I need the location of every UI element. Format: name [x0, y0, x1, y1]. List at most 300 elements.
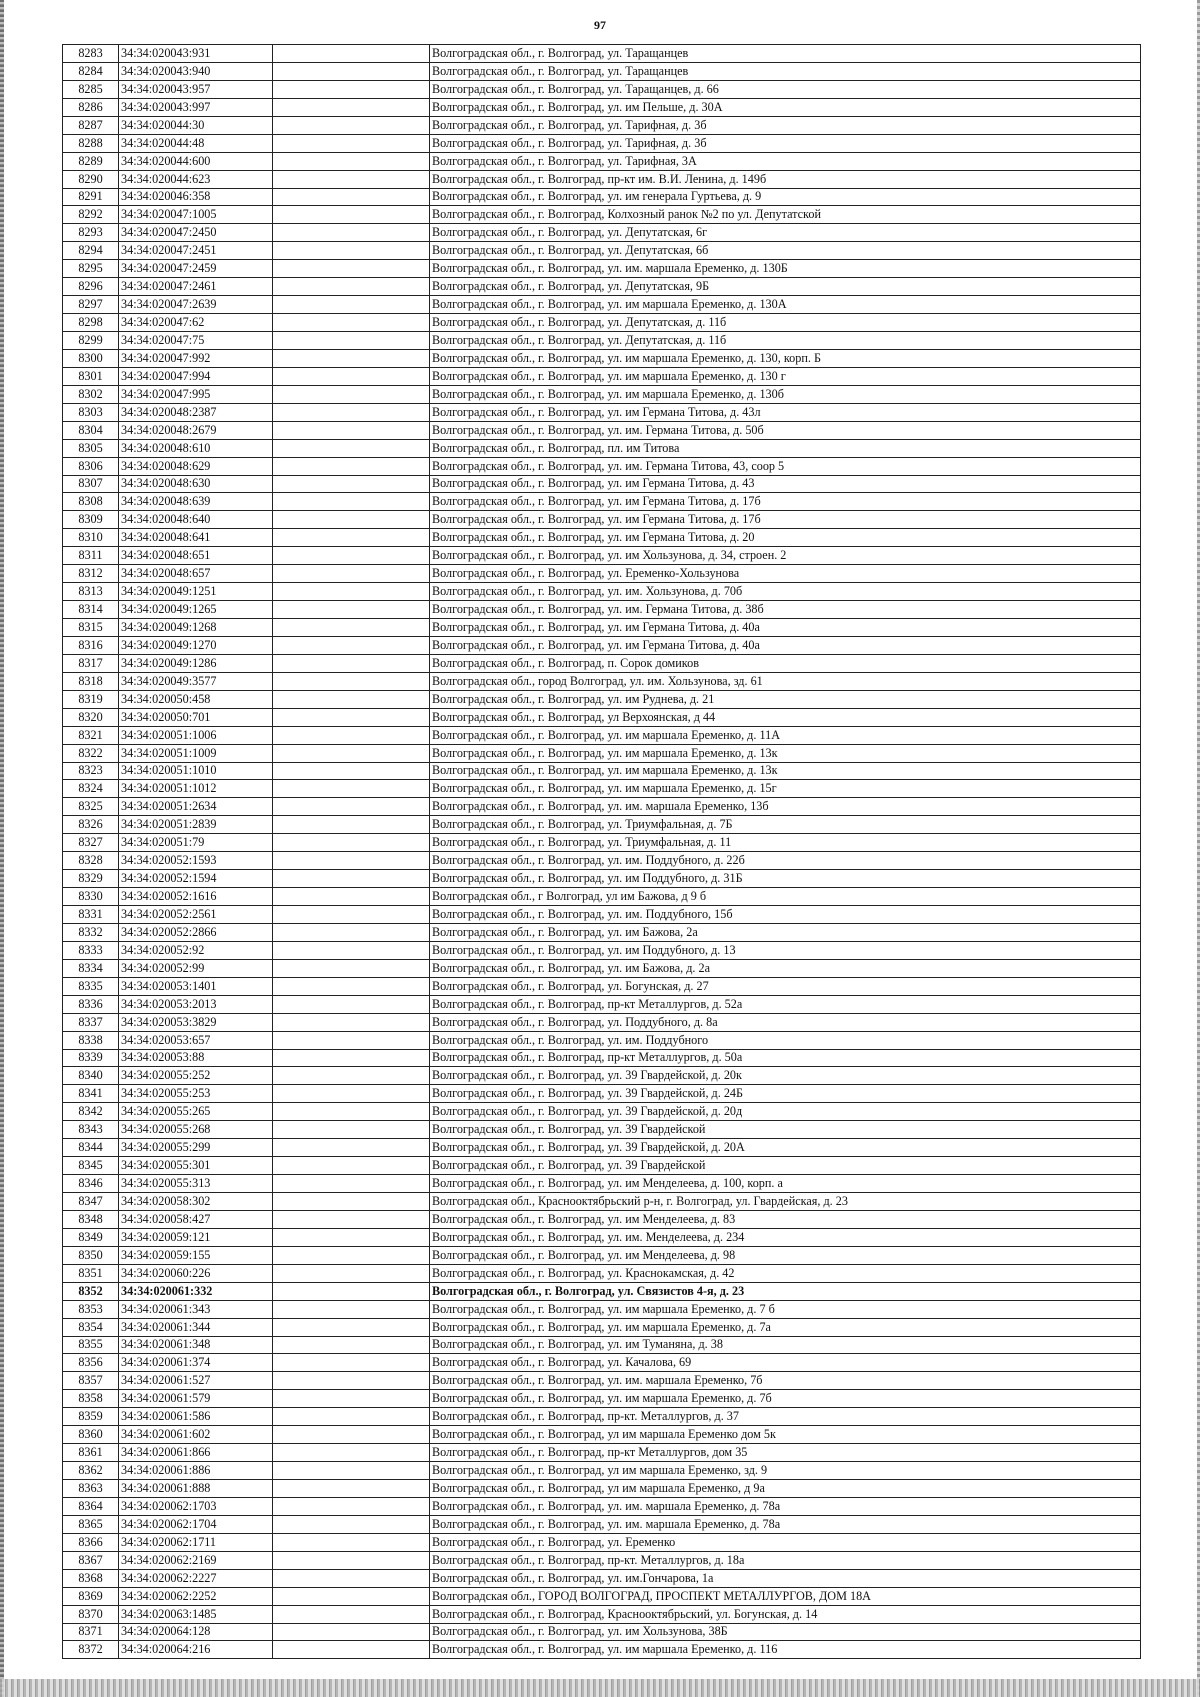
- cadastral-number-cell: 34:34:020052:1593: [119, 852, 273, 870]
- cadastral-number-cell: 34:34:020053:2013: [119, 995, 273, 1013]
- cadastral-number-cell: 34:34:020061:344: [119, 1318, 273, 1336]
- row-number-cell: 8301: [63, 367, 119, 385]
- table-row: [63, 1551, 1141, 1569]
- row-number-cell: 8299: [63, 332, 119, 350]
- row-number-cell: 8360: [63, 1426, 119, 1444]
- table-row: [63, 906, 1141, 924]
- empty-cell: [273, 1623, 430, 1641]
- address-cell: Волгоградская обл., г. Волгоград, ул. им Руднева, д. 21: [430, 690, 1141, 708]
- empty-cell: [273, 601, 430, 619]
- empty-cell: [273, 547, 430, 565]
- cadastral-number-cell: 34:34:020053:88: [119, 1049, 273, 1067]
- table-row: [63, 619, 1141, 637]
- table-row: [63, 636, 1141, 654]
- row-number-cell: 8342: [63, 1103, 119, 1121]
- row-number-cell: 8318: [63, 672, 119, 690]
- cadastral-number-cell: 34:34:020064:128: [119, 1623, 273, 1641]
- empty-cell: [273, 1210, 430, 1228]
- address-cell: Волгоградская обл., г. Волгоград, ул. им. Германа Титова, 43, соор 5: [430, 457, 1141, 475]
- table-row: [63, 62, 1141, 80]
- row-number-cell: 8297: [63, 296, 119, 314]
- address-cell: Волгоградская обл., г. Волгоград, ул. Связистов 4-я, д. 23: [430, 1282, 1141, 1300]
- address-cell: Волгоградская обл., г. Волгоград, ул. им Германа Титова, д. 40а: [430, 619, 1141, 637]
- cadastral-number-cell: 34:34:020055:265: [119, 1103, 273, 1121]
- empty-cell: [273, 1264, 430, 1282]
- scan-edge-bottom: [0, 1679, 1200, 1697]
- cadastral-number-cell: 34:34:020052:2561: [119, 906, 273, 924]
- address-cell: Волгоградская обл., г. Волгоград, Колхозный ранок №2 по ул. Депутатской: [430, 206, 1141, 224]
- row-number-cell: 8371: [63, 1623, 119, 1641]
- table-row: [63, 941, 1141, 959]
- address-cell: Волгоградская обл., г. Волгоград, ул. им. Менделеева, д. 234: [430, 1228, 1141, 1246]
- table-row: [63, 744, 1141, 762]
- address-cell: Волгоградская обл., г. Волгоград, ул. им. Поддубного, 15б: [430, 906, 1141, 924]
- table-row: [63, 1228, 1141, 1246]
- empty-cell: [273, 1157, 430, 1175]
- empty-cell: [273, 1569, 430, 1587]
- empty-cell: [273, 116, 430, 134]
- cadastral-number-cell: 34:34:020047:995: [119, 385, 273, 403]
- cadastral-number-cell: 34:34:020055:268: [119, 1121, 273, 1139]
- cadastral-number-cell: 34:34:020062:1703: [119, 1497, 273, 1515]
- address-cell: Волгоградская обл., г. Волгоград, ул. им.Гончарова, 1а: [430, 1569, 1141, 1587]
- cadastral-number-cell: 34:34:020062:2227: [119, 1569, 273, 1587]
- cadastral-number-cell: 34:34:020059:121: [119, 1228, 273, 1246]
- address-cell: Волгоградская обл., г. Волгоград, ул. им Германа Титова, д. 43л: [430, 403, 1141, 421]
- cadastral-number-cell: 34:34:020061:888: [119, 1480, 273, 1498]
- cadastral-number-cell: 34:34:020052:2866: [119, 923, 273, 941]
- row-number-cell: 8345: [63, 1157, 119, 1175]
- row-number-cell: 8339: [63, 1049, 119, 1067]
- empty-cell: [273, 834, 430, 852]
- cadastral-number-cell: 34:34:020048:610: [119, 439, 273, 457]
- table-row: [63, 1390, 1141, 1408]
- empty-cell: [273, 565, 430, 583]
- empty-cell: [273, 888, 430, 906]
- empty-cell: [273, 583, 430, 601]
- row-number-cell: 8323: [63, 762, 119, 780]
- address-cell: Волгоградская обл., г. Волгоград, пл. им Титова: [430, 439, 1141, 457]
- table-row: [63, 1085, 1141, 1103]
- row-number-cell: 8325: [63, 798, 119, 816]
- empty-cell: [273, 332, 430, 350]
- empty-cell: [273, 780, 430, 798]
- cadastral-number-cell: 34:34:020046:358: [119, 188, 273, 206]
- empty-cell: [273, 816, 430, 834]
- table-row: [63, 1426, 1141, 1444]
- address-cell: Волгоградская обл., г. Волгоград, ул. им. Германа Титова, д. 50б: [430, 421, 1141, 439]
- cadastral-number-cell: 34:34:020052:1594: [119, 870, 273, 888]
- row-number-cell: 8338: [63, 1031, 119, 1049]
- table-row: [63, 1515, 1141, 1533]
- address-cell: Волгоградская обл., г. Волгоград, ул. Депутатская, д. 11б: [430, 332, 1141, 350]
- empty-cell: [273, 762, 430, 780]
- address-cell: Волгоградская обл., г. Волгоград, ул. им Менделеева, д. 100, корп. а: [430, 1175, 1141, 1193]
- row-number-cell: 8296: [63, 278, 119, 296]
- address-cell: Волгоградская обл., г. Волгоград, ул. Богунская, д. 27: [430, 977, 1141, 995]
- row-number-cell: 8316: [63, 636, 119, 654]
- row-number-cell: 8309: [63, 511, 119, 529]
- row-number-cell: 8322: [63, 744, 119, 762]
- row-number-cell: 8320: [63, 708, 119, 726]
- cadastral-number-cell: 34:34:020051:1006: [119, 726, 273, 744]
- table-row: [63, 1444, 1141, 1462]
- cadastral-number-cell: 34:34:020047:2451: [119, 242, 273, 260]
- address-cell: Волгоградская обл., г. Волгоград, ул. им Менделеева, д. 98: [430, 1246, 1141, 1264]
- table-row: [63, 1408, 1141, 1426]
- row-number-cell: 8294: [63, 242, 119, 260]
- empty-cell: [273, 80, 430, 98]
- cadastral-number-cell: 34:34:020049:1268: [119, 619, 273, 637]
- row-number-cell: 8349: [63, 1228, 119, 1246]
- table-row: [63, 708, 1141, 726]
- empty-cell: [273, 296, 430, 314]
- cadastral-number-cell: 34:34:020058:302: [119, 1193, 273, 1211]
- address-cell: Волгоградская обл., г. Волгоград, ул. Качалова, 69: [430, 1354, 1141, 1372]
- cadastral-number-cell: 34:34:020062:2252: [119, 1587, 273, 1605]
- cadastral-number-cell: 34:34:020051:1009: [119, 744, 273, 762]
- cadastral-number-cell: 34:34:020049:1265: [119, 601, 273, 619]
- row-number-cell: 8327: [63, 834, 119, 852]
- empty-cell: [273, 1605, 430, 1623]
- address-cell: Волгоградская обл., г. Волгоград, ул. им Пельше, д. 30А: [430, 98, 1141, 116]
- cadastral-number-cell: 34:34:020044:48: [119, 134, 273, 152]
- address-cell: Волгоградская обл., г. Волгоград, ул. Тарифная, д. 3б: [430, 134, 1141, 152]
- table-row: [63, 1336, 1141, 1354]
- table-row: [63, 870, 1141, 888]
- row-number-cell: 8367: [63, 1551, 119, 1569]
- cadastral-number-cell: 34:34:020055:301: [119, 1157, 273, 1175]
- empty-cell: [273, 1300, 430, 1318]
- cadastral-number-cell: 34:34:020061:332: [119, 1282, 273, 1300]
- address-cell: Волгоградская обл., г. Волгоград, ул. Тарифная, д. 3б: [430, 116, 1141, 134]
- row-number-cell: 8302: [63, 385, 119, 403]
- cadastral-number-cell: 34:34:020061:348: [119, 1336, 273, 1354]
- cadastral-number-cell: 34:34:020048:641: [119, 529, 273, 547]
- cadastral-number-cell: 34:34:020064:216: [119, 1641, 273, 1659]
- cadastral-number-cell: 34:34:020063:1485: [119, 1605, 273, 1623]
- cadastral-number-cell: 34:34:020049:1270: [119, 636, 273, 654]
- table-row: [63, 332, 1141, 350]
- registry-body: [63, 45, 1141, 1659]
- address-cell: Волгоградская обл., г. Волгоград, ул. им Германа Титова, д. 20: [430, 529, 1141, 547]
- table-row: [63, 923, 1141, 941]
- row-number-cell: 8363: [63, 1480, 119, 1498]
- empty-cell: [273, 439, 430, 457]
- empty-cell: [273, 798, 430, 816]
- cadastral-number-cell: 34:34:020047:2461: [119, 278, 273, 296]
- table-row: [63, 224, 1141, 242]
- row-number-cell: 8286: [63, 98, 119, 116]
- table-row: [63, 1533, 1141, 1551]
- row-number-cell: 8285: [63, 80, 119, 98]
- address-cell: Волгоградская обл., г. Волгоград, ул. им. маршала Еременко, 7б: [430, 1372, 1141, 1390]
- address-cell: Волгоградская обл., г. Волгоград, пр-кт. Металлургов, д. 37: [430, 1408, 1141, 1426]
- empty-cell: [273, 1282, 430, 1300]
- address-cell: Волгоградская обл., г. Волгоград, ул. им маршала Еременко, д. 7 б: [430, 1300, 1141, 1318]
- table-row: [63, 798, 1141, 816]
- empty-cell: [273, 349, 430, 367]
- empty-cell: [273, 260, 430, 278]
- cadastral-number-cell: 34:34:020051:1012: [119, 780, 273, 798]
- address-cell: Волгоградская обл., г. Волгоград, пр-кт Металлургов, д. 52а: [430, 995, 1141, 1013]
- table-row: [63, 565, 1141, 583]
- scan-edge-left: [0, 0, 4, 1697]
- address-cell: Волгоградская обл., г. Волгоград, ул. им маршала Еременко, д. 7б: [430, 1390, 1141, 1408]
- table-row: [63, 654, 1141, 672]
- cadastral-number-cell: 34:34:020061:374: [119, 1354, 273, 1372]
- row-number-cell: 8284: [63, 62, 119, 80]
- row-number-cell: 8319: [63, 690, 119, 708]
- table-row: [63, 421, 1141, 439]
- table-row: [63, 780, 1141, 798]
- table-row: [63, 762, 1141, 780]
- row-number-cell: 8352: [63, 1282, 119, 1300]
- address-cell: Волгоградская обл., г. Волгоград, ул. Еременко-Хользунова: [430, 565, 1141, 583]
- cadastral-number-cell: 34:34:020055:313: [119, 1175, 273, 1193]
- table-row: [63, 511, 1141, 529]
- empty-cell: [273, 1067, 430, 1085]
- empty-cell: [273, 1013, 430, 1031]
- row-number-cell: 8315: [63, 619, 119, 637]
- empty-cell: [273, 367, 430, 385]
- table-row: [63, 690, 1141, 708]
- row-number-cell: 8332: [63, 923, 119, 941]
- empty-cell: [273, 475, 430, 493]
- table-row: [63, 1569, 1141, 1587]
- empty-cell: [273, 1533, 430, 1551]
- row-number-cell: 8305: [63, 439, 119, 457]
- row-number-cell: 8359: [63, 1408, 119, 1426]
- cadastral-number-cell: 34:34:020048:640: [119, 511, 273, 529]
- address-cell: Волгоградская обл., г. Волгоград, ул. им маршала Еременко, д. 116: [430, 1641, 1141, 1659]
- row-number-cell: 8313: [63, 583, 119, 601]
- row-number-cell: 8328: [63, 852, 119, 870]
- row-number-cell: 8312: [63, 565, 119, 583]
- address-cell: Волгоградская обл., г. Волгоград, ул. 39 Гвардейской, д. 24Б: [430, 1085, 1141, 1103]
- empty-cell: [273, 619, 430, 637]
- cadastral-number-cell: 34:34:020047:994: [119, 367, 273, 385]
- table-row: [63, 834, 1141, 852]
- row-number-cell: 8361: [63, 1444, 119, 1462]
- address-cell: Волгоградская обл., г. Волгоград, ул. им. маршала Еременко, 13б: [430, 798, 1141, 816]
- cadastral-number-cell: 34:34:020053:1401: [119, 977, 273, 995]
- row-number-cell: 8372: [63, 1641, 119, 1659]
- address-cell: Волгоградская обл., г. Волгоград, ул. им. маршала Еременко, д. 78а: [430, 1497, 1141, 1515]
- address-cell: Волгоградская обл., г Волгоград, ул им Бажова, д 9 б: [430, 888, 1141, 906]
- row-number-cell: 8333: [63, 941, 119, 959]
- empty-cell: [273, 852, 430, 870]
- address-cell: Волгоградская обл., ГОРОД ВОЛГОГРАД, ПРОСПЕКТ МЕТАЛЛУРГОВ, ДОМ 18А: [430, 1587, 1141, 1605]
- table-row: [63, 439, 1141, 457]
- page-number: 97: [594, 18, 606, 32]
- cadastral-number-cell: 34:34:020044:600: [119, 152, 273, 170]
- row-number-cell: 8350: [63, 1246, 119, 1264]
- address-cell: Волгоградская обл., г. Волгоград, ул. Депутатская, д. 11б: [430, 314, 1141, 332]
- row-number-cell: 8348: [63, 1210, 119, 1228]
- cadastral-number-cell: 34:34:020043:997: [119, 98, 273, 116]
- cadastral-number-cell: 34:34:020051:1010: [119, 762, 273, 780]
- table-row: [63, 816, 1141, 834]
- address-cell: Волгоградская обл., г. Волгоград, ул. им маршала Еременко, д. 130, корп. Б: [430, 349, 1141, 367]
- row-number-cell: 8341: [63, 1085, 119, 1103]
- empty-cell: [273, 242, 430, 260]
- table-row: [63, 1139, 1141, 1157]
- table-row: [63, 1031, 1141, 1049]
- empty-cell: [273, 1085, 430, 1103]
- table-row: [63, 852, 1141, 870]
- cadastral-number-cell: 34:34:020059:155: [119, 1246, 273, 1264]
- table-row: [63, 1623, 1141, 1641]
- row-number-cell: 8369: [63, 1587, 119, 1605]
- cadastral-number-cell: 34:34:020050:701: [119, 708, 273, 726]
- cadastral-number-cell: 34:34:020047:992: [119, 349, 273, 367]
- row-number-cell: 8358: [63, 1390, 119, 1408]
- row-number-cell: 8343: [63, 1121, 119, 1139]
- cadastral-number-cell: 34:34:020055:253: [119, 1085, 273, 1103]
- address-cell: Волгоградская обл., г. Волгоград, ул. Таращанцев, д. 66: [430, 80, 1141, 98]
- address-cell: Волгоградская обл., г. Волгоград, ул. им маршала Еременко, д. 130б: [430, 385, 1141, 403]
- table-row: [63, 1103, 1141, 1121]
- address-cell: Волгоградская обл., г. Волгоград, ул. 39 Гвардейской: [430, 1157, 1141, 1175]
- address-cell: Волгоградская обл., г. Волгоград, ул им маршала Еременко, д 9а: [430, 1480, 1141, 1498]
- registry-table: [62, 44, 1141, 1659]
- cadastral-number-cell: 34:34:020055:252: [119, 1067, 273, 1085]
- empty-cell: [273, 1336, 430, 1354]
- address-cell: Волгоградская обл., г. Волгоград, ул. им. маршала Еременко, д. 78а: [430, 1515, 1141, 1533]
- cadastral-number-cell: 34:34:020061:886: [119, 1462, 273, 1480]
- empty-cell: [273, 278, 430, 296]
- table-row: [63, 1049, 1141, 1067]
- row-number-cell: 8293: [63, 224, 119, 242]
- table-row: [63, 1300, 1141, 1318]
- empty-cell: [273, 1031, 430, 1049]
- address-cell: Волгоградская обл., г. Волгоград, ул. им Германа Титова, д. 17б: [430, 493, 1141, 511]
- row-number-cell: 8298: [63, 314, 119, 332]
- table-row: [63, 98, 1141, 116]
- row-number-cell: 8291: [63, 188, 119, 206]
- row-number-cell: 8370: [63, 1605, 119, 1623]
- empty-cell: [273, 385, 430, 403]
- empty-cell: [273, 923, 430, 941]
- table-row: [63, 188, 1141, 206]
- cadastral-number-cell: 34:34:020048:2679: [119, 421, 273, 439]
- table-row: [63, 1318, 1141, 1336]
- cadastral-number-cell: 34:34:020053:3829: [119, 1013, 273, 1031]
- row-number-cell: 8334: [63, 959, 119, 977]
- empty-cell: [273, 941, 430, 959]
- table-row: [63, 367, 1141, 385]
- table-row: [63, 1354, 1141, 1372]
- address-cell: Волгоградская обл., г. Волгоград, пр-кт Металлургов, д. 50а: [430, 1049, 1141, 1067]
- address-cell: Волгоградская обл., г. Волгоград, ул. Триумфальная, д. 11: [430, 834, 1141, 852]
- address-cell: Волгоградская обл., г. Волгоград, ул. им Хользунова, д. 34, строен. 2: [430, 547, 1141, 565]
- cadastral-number-cell: 34:34:020047:2450: [119, 224, 273, 242]
- table-row: [63, 475, 1141, 493]
- table-row: [63, 1641, 1141, 1659]
- empty-cell: [273, 493, 430, 511]
- row-number-cell: 8317: [63, 654, 119, 672]
- table-row: [63, 80, 1141, 98]
- address-cell: Волгоградская обл., г. Волгоград, ул. им Бажова, д. 2а: [430, 959, 1141, 977]
- address-cell: Волгоградская обл., г. Волгоград, пр-кт Металлургов, дом 35: [430, 1444, 1141, 1462]
- empty-cell: [273, 1551, 430, 1569]
- cadastral-number-cell: 34:34:020051:2634: [119, 798, 273, 816]
- row-number-cell: 8304: [63, 421, 119, 439]
- row-number-cell: 8346: [63, 1175, 119, 1193]
- address-cell: Волгоградская обл., г. Волгоград, ул. Депутатская, 9Б: [430, 278, 1141, 296]
- empty-cell: [273, 1515, 430, 1533]
- cadastral-number-cell: 34:34:020061:527: [119, 1372, 273, 1390]
- row-number-cell: 8362: [63, 1462, 119, 1480]
- cadastral-number-cell: 34:34:020060:226: [119, 1264, 273, 1282]
- address-cell: Волгоградская обл., г. Волгоград, ул. им маршала Еременко, д. 13к: [430, 762, 1141, 780]
- address-cell: Волгоградская обл., г. Волгоград, ул. Тарифная, 3А: [430, 152, 1141, 170]
- cadastral-number-cell: 34:34:020062:2169: [119, 1551, 273, 1569]
- table-row: [63, 547, 1141, 565]
- table-row: [63, 1497, 1141, 1515]
- empty-cell: [273, 1497, 430, 1515]
- address-cell: Волгоградская обл., г. Волгоград, ул. 39 Гвардейской, д. 20д: [430, 1103, 1141, 1121]
- table-row: [63, 314, 1141, 332]
- table-row: [63, 1121, 1141, 1139]
- address-cell: Волгоградская обл., г. Волгоград, ул. Триумфальная, д. 7Б: [430, 816, 1141, 834]
- row-number-cell: 8300: [63, 349, 119, 367]
- row-number-cell: 8368: [63, 1569, 119, 1587]
- table-row: [63, 1462, 1141, 1480]
- address-cell: Волгоградская обл., г. Волгоград, ул. Таращанцев: [430, 62, 1141, 80]
- address-cell: Волгоградская обл., г. Волгоград, ул. им. Поддубного, д. 22б: [430, 852, 1141, 870]
- cadastral-number-cell: 34:34:020044:30: [119, 116, 273, 134]
- table-row: [63, 385, 1141, 403]
- empty-cell: [273, 1318, 430, 1336]
- empty-cell: [273, 1193, 430, 1211]
- table-row: [63, 1193, 1141, 1211]
- empty-cell: [273, 1228, 430, 1246]
- table-row: [63, 1264, 1141, 1282]
- address-cell: Волгоградская обл., г. Волгоград, ул. им. маршала Еременко, д. 130Б: [430, 260, 1141, 278]
- row-number-cell: 8326: [63, 816, 119, 834]
- empty-cell: [273, 690, 430, 708]
- address-cell: Волгоградская обл., г. Волгоград, ул. им. Германа Титова, д. 38б: [430, 601, 1141, 619]
- address-cell: Волгоградская обл., г. Волгоград, ул. Краснокамская, д. 42: [430, 1264, 1141, 1282]
- empty-cell: [273, 959, 430, 977]
- row-number-cell: 8287: [63, 116, 119, 134]
- cadastral-number-cell: 34:34:020061:586: [119, 1408, 273, 1426]
- row-number-cell: 8289: [63, 152, 119, 170]
- address-cell: Волгоградская обл., г. Волгоград, ул. им маршала Еременко, д. 130А: [430, 296, 1141, 314]
- row-number-cell: 8344: [63, 1139, 119, 1157]
- cadastral-number-cell: 34:34:020048:629: [119, 457, 273, 475]
- empty-cell: [273, 906, 430, 924]
- cadastral-number-cell: 34:34:020048:639: [119, 493, 273, 511]
- table-row: [63, 242, 1141, 260]
- address-cell: Волгоградская обл., г. Волгоград, ул. им Поддубного, д. 31Б: [430, 870, 1141, 888]
- address-cell: Волгоградская обл., г. Волгоград, ул. им маршала Еременко, д. 130 г: [430, 367, 1141, 385]
- address-cell: Волгоградская обл., г. Волгоград, ул. Депутатская, 6г: [430, 224, 1141, 242]
- empty-cell: [273, 1103, 430, 1121]
- table-row: [63, 1157, 1141, 1175]
- table-row: [63, 1013, 1141, 1031]
- table-row: [63, 349, 1141, 367]
- cadastral-number-cell: 34:34:020061:579: [119, 1390, 273, 1408]
- cadastral-number-cell: 34:34:020043:940: [119, 62, 273, 80]
- table-row: [63, 583, 1141, 601]
- cadastral-number-cell: 34:34:020052:99: [119, 959, 273, 977]
- table-row: [63, 1587, 1141, 1605]
- empty-cell: [273, 403, 430, 421]
- table-row: [63, 1067, 1141, 1085]
